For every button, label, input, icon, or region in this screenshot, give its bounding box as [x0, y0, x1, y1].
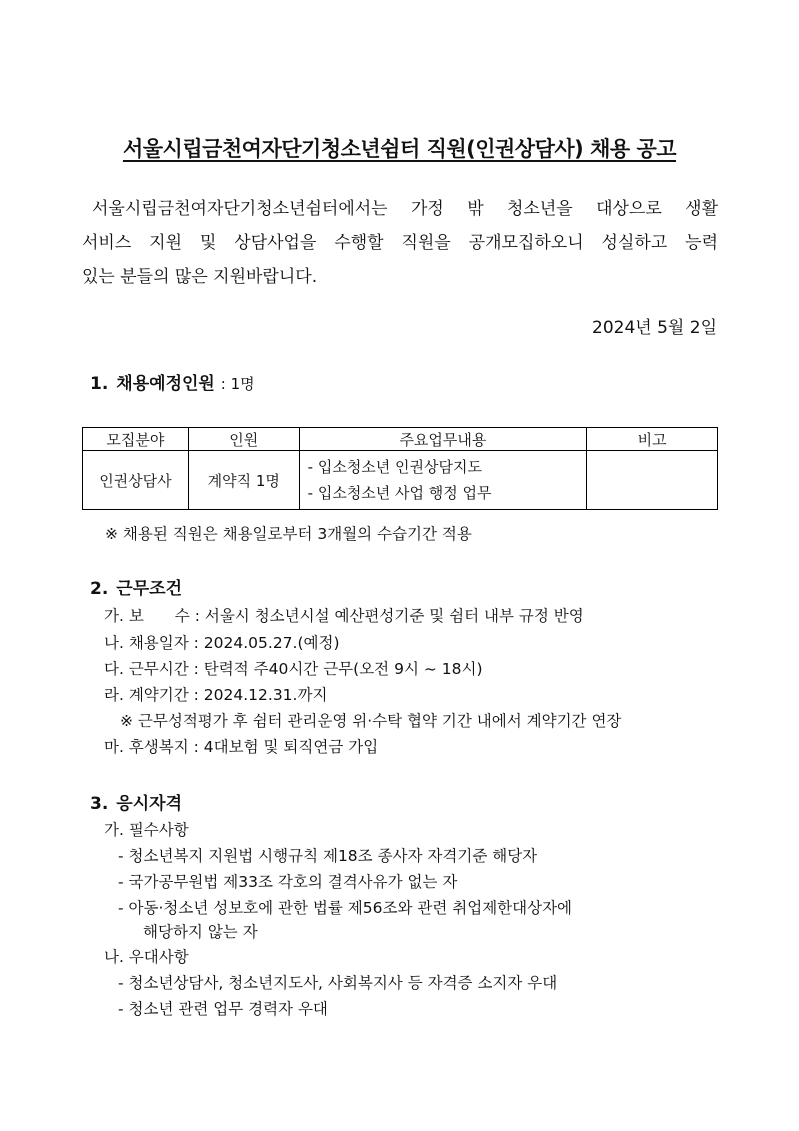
document-title	[0, 133, 799, 163]
table-header: 주요업무내용	[299, 428, 587, 451]
required-subheading: 가. 필수사항	[104, 821, 189, 839]
intro-line: 서울시립금천여자단기청소년쉼터에서는 가정 밖 청소년을 대상으로 생활	[92, 199, 718, 219]
section-value: : 1명	[220, 375, 255, 393]
intro-line: 서비스 지원 및 상담사업을 수행할 직원을 공개모집하오니 성실하고 능력	[82, 233, 718, 253]
table-cell-field: 인권상담사	[83, 451, 189, 510]
document-title-text: 서울시립금천여자단기청소년쉼터 직원(인권상담사) 채용 공고	[122, 137, 677, 161]
condition-item: 가. 보 수 : 서울시 청소년시설 예산편성기준 및 쉼터 내부 규정 반영	[104, 607, 584, 625]
duty-item: - 입소청소년 사업 행정 업무	[307, 484, 492, 502]
preferred-subheading: 나. 우대사항	[104, 948, 189, 966]
condition-item: 나. 채용일자 : 2024.05.27.(예정)	[104, 634, 340, 652]
table-cell-duties	[299, 451, 587, 510]
condition-item: 마. 후생복지 : 4대보험 및 퇴직연금 가입	[104, 738, 379, 756]
intro-paragraph	[82, 192, 718, 260]
section-number: 3.	[90, 794, 109, 814]
probation-note: ※ 채용된 직원은 채용일로부터 3개월의 수습기간 적용	[105, 525, 472, 543]
section-title: 응시자격	[116, 794, 182, 814]
condition-note: ※ 근무성적평가 후 쉼터 관리운영 위·수탁 협약 기간 내에서 계약기간 연장	[120, 712, 622, 730]
announcement-date: 2024년 5월 2일	[592, 318, 717, 338]
table-cell-remarks	[587, 451, 718, 510]
section-number: 1.	[90, 374, 109, 394]
required-item: - 아동·청소년 성보호에 관한 법률 제56조와 관련 취업제한대상자에	[118, 899, 573, 917]
table-header: 모집분야	[83, 428, 189, 451]
required-item: - 청소년복지 지원법 시행규칙 제18조 종사자 자격기준 해당자	[118, 847, 538, 865]
condition-item: 라. 계약기간 : 2024.12.31.까지	[104, 686, 328, 704]
section-number: 2.	[90, 579, 109, 599]
preferred-item: - 청소년 관련 업무 경력자 우대	[118, 1000, 328, 1018]
section-title: 채용예정인원	[116, 374, 215, 394]
table-row	[83, 451, 718, 510]
duty-item: - 입소청소년 인권상담지도	[307, 458, 482, 476]
table-header: 비고	[587, 428, 718, 451]
table-header-row	[83, 428, 718, 451]
condition-item: 다. 근무시간 : 탄력적 주40시간 근무(오전 9시 ~ 18시)	[104, 660, 483, 678]
section-title: 근무조건	[116, 579, 182, 599]
intro-line: 있는 분들의 많은 지원바랍니다.	[82, 267, 318, 287]
table-cell-count: 계약직 1명	[188, 451, 299, 510]
recruitment-table	[82, 427, 718, 510]
required-item: - 국가공무원법 제33조 각호의 결격사유가 없는 자	[118, 873, 458, 891]
table-header: 인원	[188, 428, 299, 451]
section-3-heading	[90, 789, 182, 814]
preferred-item: - 청소년상담사, 청소년지도사, 사회복지사 등 자격증 소지자 우대	[118, 974, 558, 992]
section-1-heading	[90, 369, 255, 394]
required-item-continued: 해당하지 않는 자	[143, 923, 258, 941]
section-2-heading	[90, 574, 182, 599]
